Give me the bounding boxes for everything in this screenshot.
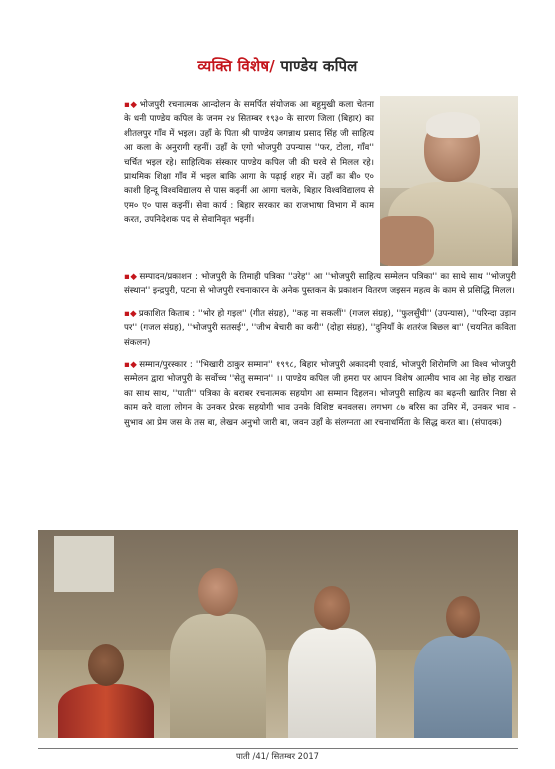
intro-text: भोजपुरी रचनात्मक आन्दोलन के समर्पित संयोजक आ बहुमुखी कला चेतना के धनी पाण्डेय कपिल के जनम २४ सितम्बर १९३० के सारण जिला (बिहार) का शीतलपुर गाँव में भइल। उहाँ के पिता श्री पाण्डेय जगन्नाथ प्रसाद सिंह जी साहित्य आ कला के अनुरागी रहनीं। उहाँ के एगो भोजपुरी उपन्यास ''फर, टोला, गाँव'' चर्चित भइल रहे। साहित्यिक संस्कार पाण्डेय कपिल जी की घरवे से मिलल रहे। प्राथमिक शिक्षा गाँव में भइल बाकि आगा के पढ़ाई शहर में। उहाँ का बी० ए० काशी हिन्दू विश्वविद्यालय से पास कइनीं आ आगा चलके, बिहार विश्वविद्यालय से एम० ए० पास कइनीं। सेवा कार्य : बिहार सरकार का राजभाषा विभाग में काम करत, उपनिदेशक पद से सेवानिवृत भइनीं। [124, 100, 375, 226]
top-rule [0, 0, 555, 4]
section-books [124, 307, 516, 350]
section-publishing [124, 270, 516, 299]
portrait-photo [380, 96, 518, 266]
bullet-icon: ▪◆ [124, 272, 138, 282]
group-photo [38, 530, 518, 738]
section-text: सम्मान/पुरस्कार : ''भिखारी ठाकुर सम्मान'' १९९८, बिहार भोजपुरी अकादमी एवार्ड, भोजपुरी शिरोमणि आ विश्व भोजपुरी सम्मेलन द्वारा भोजपुरी के सर्वोच्च ''सेतु सम्मान'' ।। पाण्डेय कपिल जी हमरा पर आपन विशेष आत्मीय भाव आ नेह छोह राखत का साथ साथ, ''पाती'' पत्रिका के बराबर रचनात्मक सहयोग आ सम्मान दिहलन। भोजपुरी साहित्य का बढ़न्ती खातिर निष्ठा से काम करे वाला लोगन के उनकर प्रेरक सहयोगी भाव उनके विशिष्ट बनवलस। लगभग ८७ बरिस का उमिर में, उनकर भाव - सुभाव आ प्रेम जस के तस बा, लेखन अनुभो जारी बा, जवन उहाँ के संलग्नता आ रचनाधर्मिता के सिद्ध करत बा। (संपादक) [124, 360, 516, 428]
bullet-icon: ▪◆ [124, 100, 138, 110]
section-text: सम्पादन/प्रकाशन : भोजपुरी के तिमाही पत्रिका ''उरेह'' आ ''भोजपुरी साहित्य सम्मेलन पत्रिका'' का साथे साथ ''भोजपुरी संस्थान'' इन्द्रपुरी, पटना से भोजपुरी रचनाकारन के अनेक पुस्तकन के प्रकाशन वितरण जइसन महत्व के काम से प्रसिद्धि मिलल। [124, 272, 517, 297]
bullet-icon: ▪◆ [124, 308, 137, 319]
bullet-icon: ▪◆ [124, 360, 138, 371]
title-name: पाण्डेय कपिल [280, 57, 358, 75]
section-awards [124, 358, 516, 430]
intro-paragraph [124, 98, 374, 228]
page-footer: पाती /41/ सितम्बर 2017 [235, 751, 319, 761]
details-sections [124, 270, 516, 438]
article-title [0, 56, 555, 76]
footer-rule [38, 748, 518, 749]
title-category: व्यक्ति विशेष/ [197, 57, 275, 75]
section-text: प्रकाशित किताब : ''भोर हो गइल'' (गीत संग्रह), ''कह ना सकलीं'' (गजल संग्रह), ''फुलसुँघी'' (उपन्यास), ''परिन्दा उड़ान पर'' (गजल संग्रह), ''भोजपुरी सतसई'', ''जीभ बेचारी का करी'' (दोहा संग्रह), ''दुनियाँ के शतरंज बिछल बा'' (चयनित कविता संकलन) [124, 308, 516, 348]
